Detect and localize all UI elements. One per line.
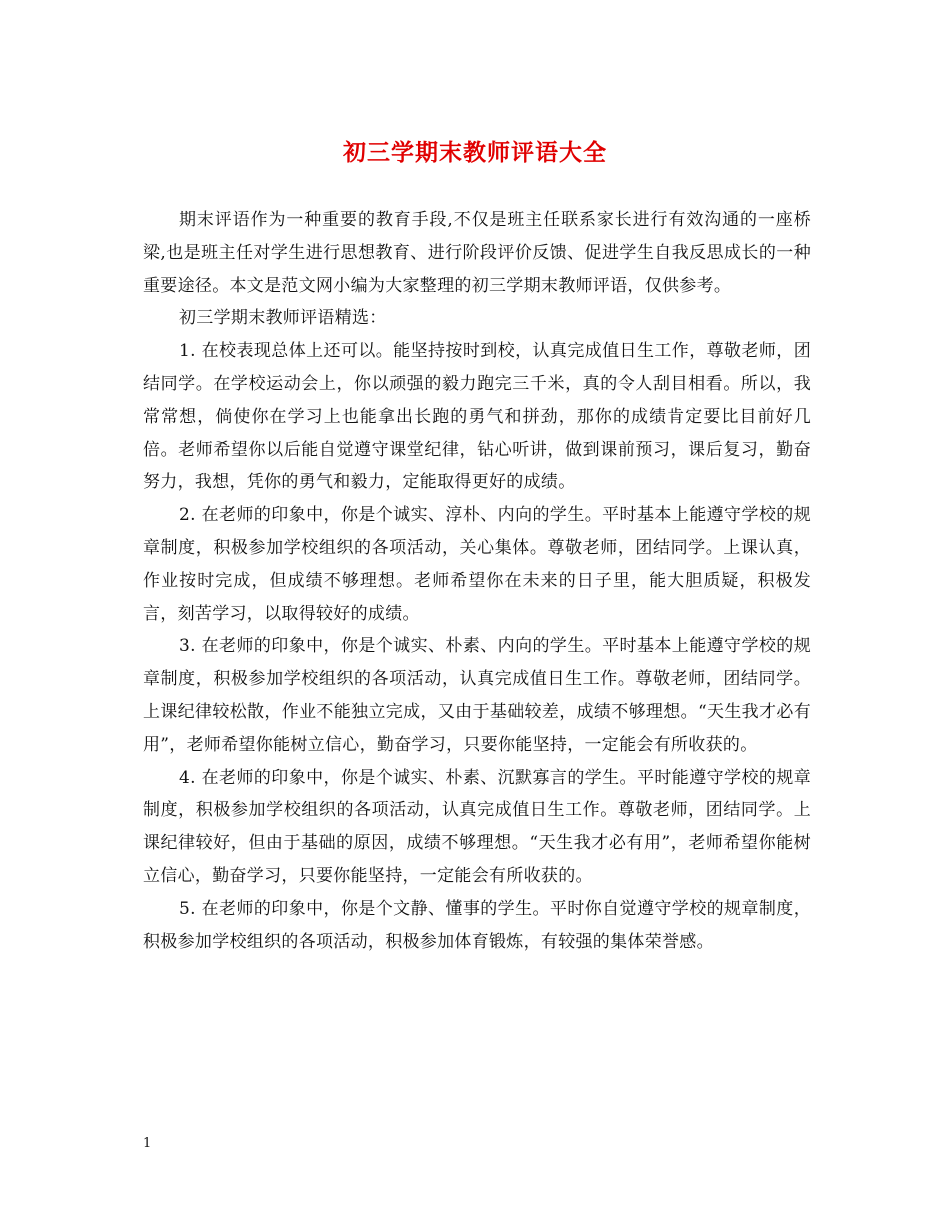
paragraph-comment-3: 3. 在老师的印象中，你是个诚实、朴素、内向的学生。平时基本上能遵守学校的规章制度，积极参加学校组织的各项活动，认真完成值日生工作。尊敬老师，团结同学。上课纪律较松散，作业不能独立完成，又由于基础较差，成绩不够理想。“天生我才必有用”，老师希望你能树立信心，勤奋学习，只要你能坚持，一定能会有所收获的。 [143, 636, 811, 755]
page-number: 1 [143, 1136, 152, 1151]
paragraph-comment-5: 5. 在老师的印象中，你是个文静、懂事的学生。平时你自觉遵守学校的规章制度，积极参加学校组织的各项活动，积极参加体育锻炼，有较强的集体荣誉感。 [143, 898, 811, 952]
paragraph-comment-2: 2. 在老师的印象中，你是个诚实、淳朴、内向的学生。平时基本上能遵守学校的规章制度，积极参加学校组织的各项活动，关心集体。尊敬老师，团结同学。上课认真，作业按时完成，但成绩不够理想。老师希望你在未来的日子里，能大胆质疑，积极发言，刻苦学习，以取得较好的成绩。 [143, 505, 811, 624]
paragraph-comment-1: 1. 在校表现总体上还可以。能坚持按时到校，认真完成值日生工作，尊敬老师，团结同学。在学校运动会上，你以顽强的毅力跑完三千米，真的令人刮目相看。所以，我常常想，倘使你在学习上也能拿出长跑的勇气和拼劲，那你的成绩肯定要比目前好几倍。老师希望你以后能自觉遵守课堂纪律，钻心听讲，做到课前预习，课后复习，勤奋努力，我想，凭你的勇气和毅力，定能取得更好的成绩。 [143, 341, 811, 493]
document-title: 初三学期末教师评语大全 [343, 139, 607, 166]
document-body [143, 204, 811, 958]
paragraph-comment-4: 4. 在老师的印象中，你是个诚实、朴素、沉默寡言的学生。平时能遵守学校的规章制度，积极参加学校组织的各项活动，认真完成值日生工作。尊敬老师，团结同学。上课纪律较好，但由于基础的原因，成绩不够理想。“天生我才必有用”，老师希望你能树立信心，勤奋学习，只要你能坚持，一定能会有所收获的。 [143, 767, 811, 886]
paragraph-section-heading: 初三学期末教师评语精选： [179, 308, 387, 329]
paragraph-intro: 期末评语作为一种重要的教育手段,不仅是班主任联系家长进行有效沟通的一座桥梁,也是班主任对学生进行思想教育、进行阶段评价反馈、促进学生自我反思成长的一种重要途径。本文是范文网小编为大家整理的初三学期末教师评语，仅供参考。 [143, 210, 811, 296]
